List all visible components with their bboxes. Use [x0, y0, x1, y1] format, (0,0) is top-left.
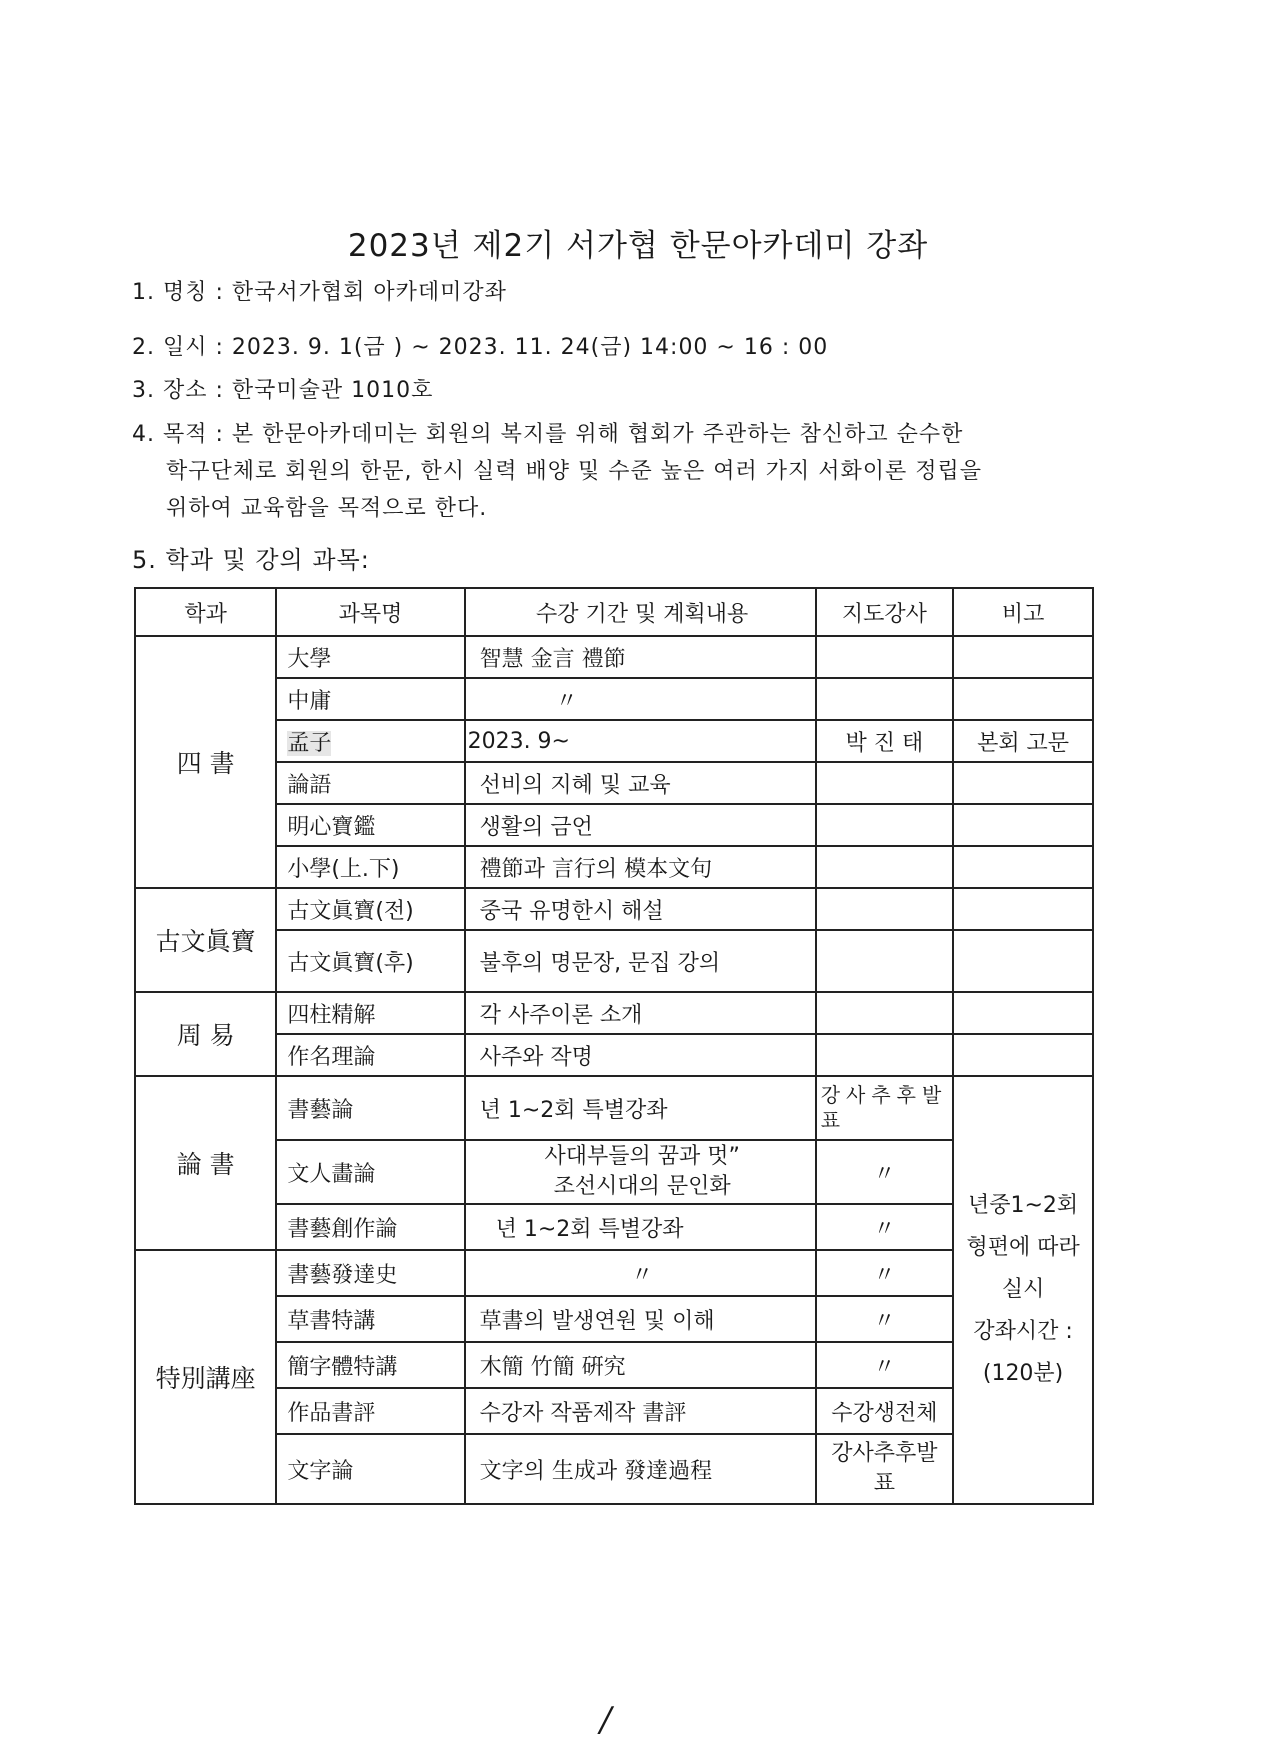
dept-nonseo: 論 書 — [135, 1076, 276, 1250]
course-name: 論語 — [276, 762, 464, 804]
note-line: 형편에 따라 — [966, 1235, 1080, 1260]
note-line: 실시 — [1001, 1277, 1045, 1302]
table-row — [135, 1140, 1093, 1204]
course-teacher — [816, 804, 953, 846]
course-name: 古文眞寶(전) — [276, 888, 464, 930]
course-plan: 禮節과 言行의 模本文句 — [465, 846, 816, 888]
table-header-row — [135, 588, 1093, 636]
course-teacher — [816, 762, 953, 804]
table-row — [135, 1388, 1093, 1434]
course-note — [953, 930, 1093, 992]
table-row — [135, 762, 1093, 804]
course-teacher — [816, 1034, 953, 1076]
course-plan: 사주와 작명 — [465, 1034, 816, 1076]
course-name: 大學 — [276, 636, 464, 678]
course-name: 作品書評 — [276, 1388, 464, 1434]
table-row — [135, 1034, 1093, 1076]
course-teacher — [816, 992, 953, 1034]
course-note — [953, 846, 1093, 888]
course-note — [953, 888, 1093, 930]
course-name: 文人畵論 — [276, 1140, 464, 1204]
header-course: 과목명 — [276, 588, 464, 636]
header-note: 비고 — [953, 588, 1093, 636]
course-plan: 수강자 작품제작 書評 — [465, 1388, 816, 1434]
course-name: 作名理論 — [276, 1034, 464, 1076]
course-name: 書藝發達史 — [276, 1250, 464, 1296]
item-name: 1. 명칭 : 한국서가협회 아카데미강좌 — [132, 280, 507, 305]
course-teacher: 〃 — [816, 1204, 953, 1250]
course-name-highlighted: 孟子 — [287, 730, 332, 756]
course-name: 四柱精解 — [276, 992, 464, 1034]
dept-juyeok: 周 易 — [135, 992, 276, 1076]
merged-note — [953, 1076, 1093, 1504]
course-teacher: 〃 — [816, 1296, 953, 1342]
header-teacher: 지도강사 — [816, 588, 953, 636]
course-name: 文字論 — [276, 1434, 464, 1504]
course-name: 小學(上.下) — [276, 846, 464, 888]
item-purpose — [132, 416, 1082, 527]
table-row — [135, 1204, 1093, 1250]
table-row — [135, 992, 1093, 1034]
table-row — [135, 1342, 1093, 1388]
table-row — [135, 678, 1093, 720]
course-teacher — [816, 930, 953, 992]
course-plan: 년 1~2회 특별강좌 — [465, 1204, 816, 1250]
course-name: 書藝論 — [276, 1076, 464, 1140]
course-note — [953, 636, 1093, 678]
course-teacher: 강사추후발표 — [816, 1076, 953, 1140]
course-plan: 智慧 金言 禮節 — [465, 636, 816, 678]
course-note: 본회 고문 — [953, 720, 1093, 762]
course-plan: 文字의 生成과 發達過程 — [465, 1434, 816, 1504]
course-teacher — [816, 888, 953, 930]
course-name: 古文眞寶(후) — [276, 930, 464, 992]
table-row — [135, 846, 1093, 888]
item-date: 2. 일시 : 2023. 9. 1(금 ) ~ 2023. 11. 24(금) 14:00 ~ 16 : 00 — [132, 335, 829, 360]
table-row — [135, 1296, 1093, 1342]
document-title: 2023년 제2기 서가협 한문아카데미 강좌 — [347, 228, 929, 264]
course-table — [134, 587, 1094, 1505]
page-number: / — [600, 1700, 612, 1740]
course-teacher: 박 진 태 — [816, 720, 953, 762]
course-plan-line: 사대부들의 꿈과 멋” — [544, 1144, 740, 1169]
table-row — [135, 930, 1093, 992]
course-note — [953, 678, 1093, 720]
course-plan: 불후의 명문장, 문집 강의 — [465, 930, 816, 992]
item-subjects: 5. 학과 및 강의 과목: — [132, 546, 370, 574]
course-teacher — [816, 678, 953, 720]
header-plan: 수강 기간 및 계획내용 — [465, 588, 816, 636]
table-row — [135, 804, 1093, 846]
course-name: 明心寶鑑 — [276, 804, 464, 846]
table-row — [135, 888, 1093, 930]
note-line: 년중1~2회 — [967, 1193, 1079, 1218]
course-plan: 木簡 竹簡 硏究 — [465, 1342, 816, 1388]
course-plan-line: 조선시대의 문인화 — [553, 1174, 731, 1199]
course-teacher: 강사추후발표 — [816, 1434, 953, 1504]
purpose-line-1: 4. 목적 : 본 한문아카데미는 회원의 복지를 위해 협회가 주관하는 참신하고 순수한 — [132, 422, 964, 447]
course-teacher: 〃 — [816, 1342, 953, 1388]
header-dept: 학과 — [135, 588, 276, 636]
dept-teukbyeol: 特別講座 — [135, 1250, 276, 1504]
purpose-line-3: 위하여 교육함을 목적으로 한다. — [166, 496, 488, 521]
table-row — [135, 1076, 1093, 1140]
course-note — [953, 804, 1093, 846]
course-teacher: 〃 — [816, 1250, 953, 1296]
course-name: 中庸 — [276, 678, 464, 720]
course-name: 簡字體特講 — [276, 1342, 464, 1388]
dept-gomun: 古文眞寶 — [135, 888, 276, 992]
course-name — [276, 720, 464, 762]
item-place: 3. 장소 : 한국미술관 1010호 — [132, 378, 434, 403]
course-teacher — [816, 846, 953, 888]
course-note — [953, 992, 1093, 1034]
course-plan: 중국 유명한시 해설 — [465, 888, 816, 930]
course-note — [953, 762, 1093, 804]
course-plan: 생활의 금언 — [465, 804, 816, 846]
purpose-line-2: 학구단체로 회원의 한문, 한시 실력 배양 및 수준 높은 여러 가지 서화이론 정립을 — [166, 459, 982, 484]
dept-sashu: 四 書 — [135, 636, 276, 888]
table-row — [135, 636, 1093, 678]
course-plan: 〃 — [465, 1250, 816, 1296]
course-note — [953, 1034, 1093, 1076]
note-line: (120분) — [982, 1361, 1064, 1386]
table-row — [135, 1434, 1093, 1504]
course-name: 草書特講 — [276, 1296, 464, 1342]
table-row — [135, 1250, 1093, 1296]
course-plan: 草書의 발생연원 및 이해 — [465, 1296, 816, 1342]
course-plan: 선비의 지혜 및 교육 — [465, 762, 816, 804]
course-name: 書藝創作論 — [276, 1204, 464, 1250]
note-line: 강좌시간 : — [973, 1319, 1073, 1344]
course-plan: 각 사주이론 소개 — [465, 992, 816, 1034]
course-plan: 2023. 9~ — [465, 720, 816, 762]
course-plan: 년 1~2회 특별강좌 — [465, 1076, 816, 1140]
table-row — [135, 720, 1093, 762]
course-teacher — [816, 636, 953, 678]
course-teacher: 〃 — [816, 1140, 953, 1204]
course-plan: 〃 — [465, 678, 816, 720]
course-plan — [465, 1140, 816, 1204]
course-teacher: 수강생전체 — [816, 1388, 953, 1434]
